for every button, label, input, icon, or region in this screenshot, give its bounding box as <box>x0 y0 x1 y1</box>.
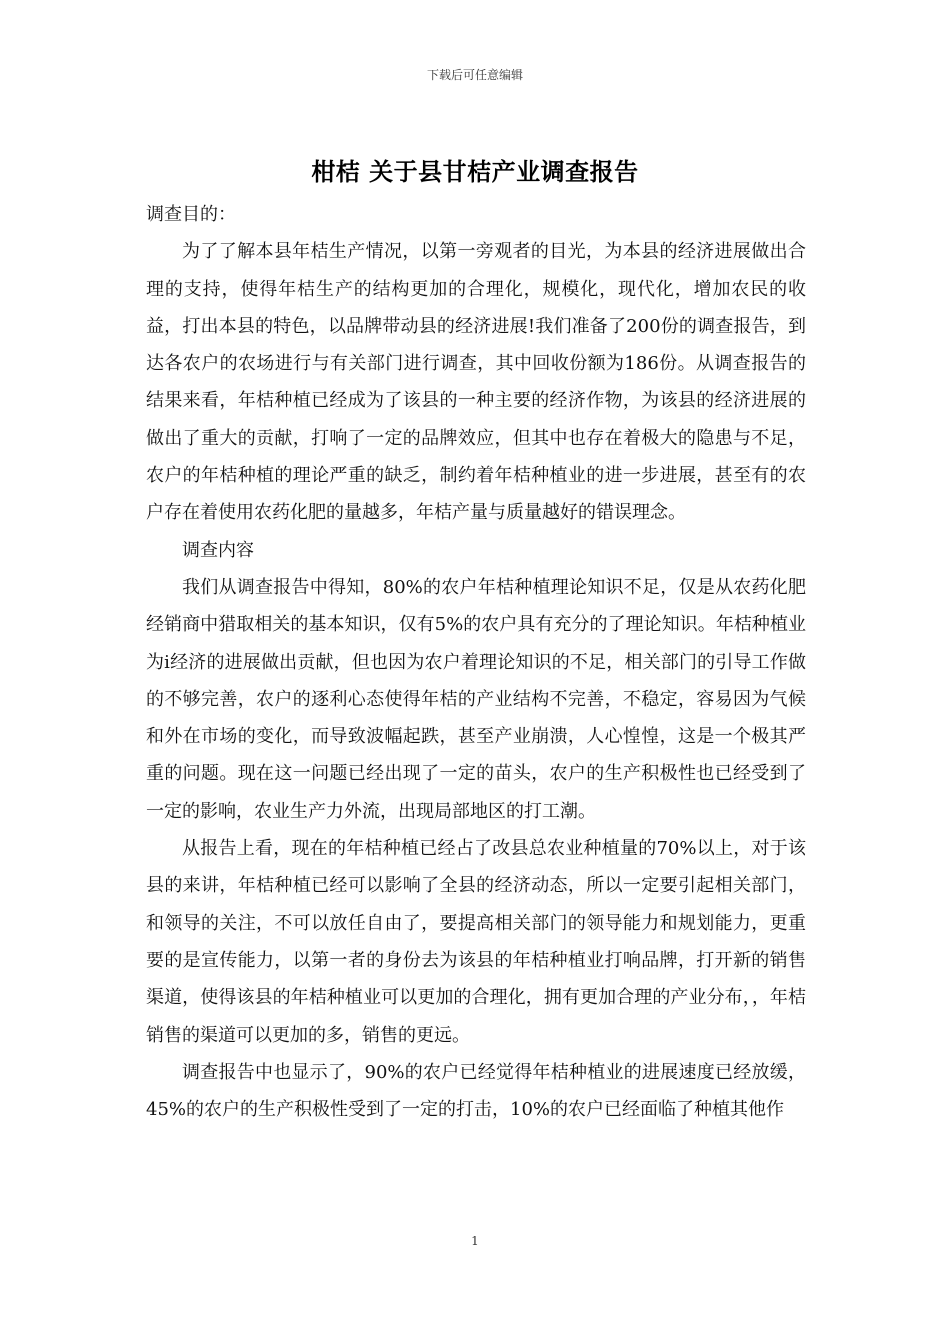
paragraph-purpose-text: 为了了解本县年桔生产情况，以第一旁观者的目光，为本县的经济进展做出合理的支持，使得年桔生产的结构更加的合理化，规模化，现代化，增加农民的收益，打出本县的特色，以品牌带动县的经济进展!我们准备了200份的调查报告，到达各农户的农场进行与有关部门进行调查，其中回收份额为186份。从调查报告的结果来看，年桔种植已经成为了该县的一种主要的经济作物，为该县的经济进展的做出了重大的贡献，打响了一定的品牌效应，但其中也存在着极大的隐患与不足，农户的年桔种植的理论严重的缺乏，制约着年桔种植业的进一步进展，甚至有的农户存在着使用农药化肥的量越多，年桔产量与质量越好的错误理念。 <box>146 241 806 524</box>
page-number: 1 <box>471 1234 479 1248</box>
paragraph-growth-slowdown: 调查报告中也显示了，90%的农户已经觉得年桔种植业的进展速度已经放缓，45%的农户的生产积极性受到了一定的打击，10%的农户已经面临了种植其他作 <box>146 1061 806 1121</box>
paragraph-content-heading: 调查内容 <box>182 539 254 561</box>
paragraph-knowledge-findings: 我们从调查报告中得知，80%的农户年桔种植理论知识不足，仅是从农药化肥经销商中猎取相关的基本知识，仅有5%的农户具有充分的了理论知识。年桔种植业为i经济的进展做出贡献，但也因为农户着理论知识的不足，相关部门的引导工作做的不够完善，农户的逐利心态使得年桔的产业结构不完善，不稳定，容易因为气候和外在市场的变化，而导致波幅起跌，甚至产业崩溃，人心惶惶，这是一个极其严重的问题。现在这一问题已经出现了一定的苗头，农户的生产积极性也已经受到了一定的影响，农业生产力外流，出现局部地区的打工潮。 <box>146 576 806 822</box>
document-body <box>146 196 806 1128</box>
paragraph-purpose-heading: 调查目的： <box>146 204 236 225</box>
paragraph-planting-share: 从报告上看，现在的年桔种植已经占了改县总农业种植量的70%以上，对于该县的来讲，年桔种植已经可以影响了全县的经济动态，所以一定要引起相关部门，和领导的关注，不可以放任自由了，要提高相关部门的领导能力和规划能力，更重要的是宣传能力，以第一者的身份去为该县的年桔种植业打响品牌，打开新的销售渠道，使得该县的年桔种植业可以更加的合理化，拥有更加合理的产业分布，，年桔销售的渠道可以更加的多，销售的更远。 <box>146 838 806 1046</box>
running-header: 下载后可任意编辑 <box>426 68 523 82</box>
document-title: 柑桔 关于县甘桔产业调查报告 <box>311 158 639 186</box>
